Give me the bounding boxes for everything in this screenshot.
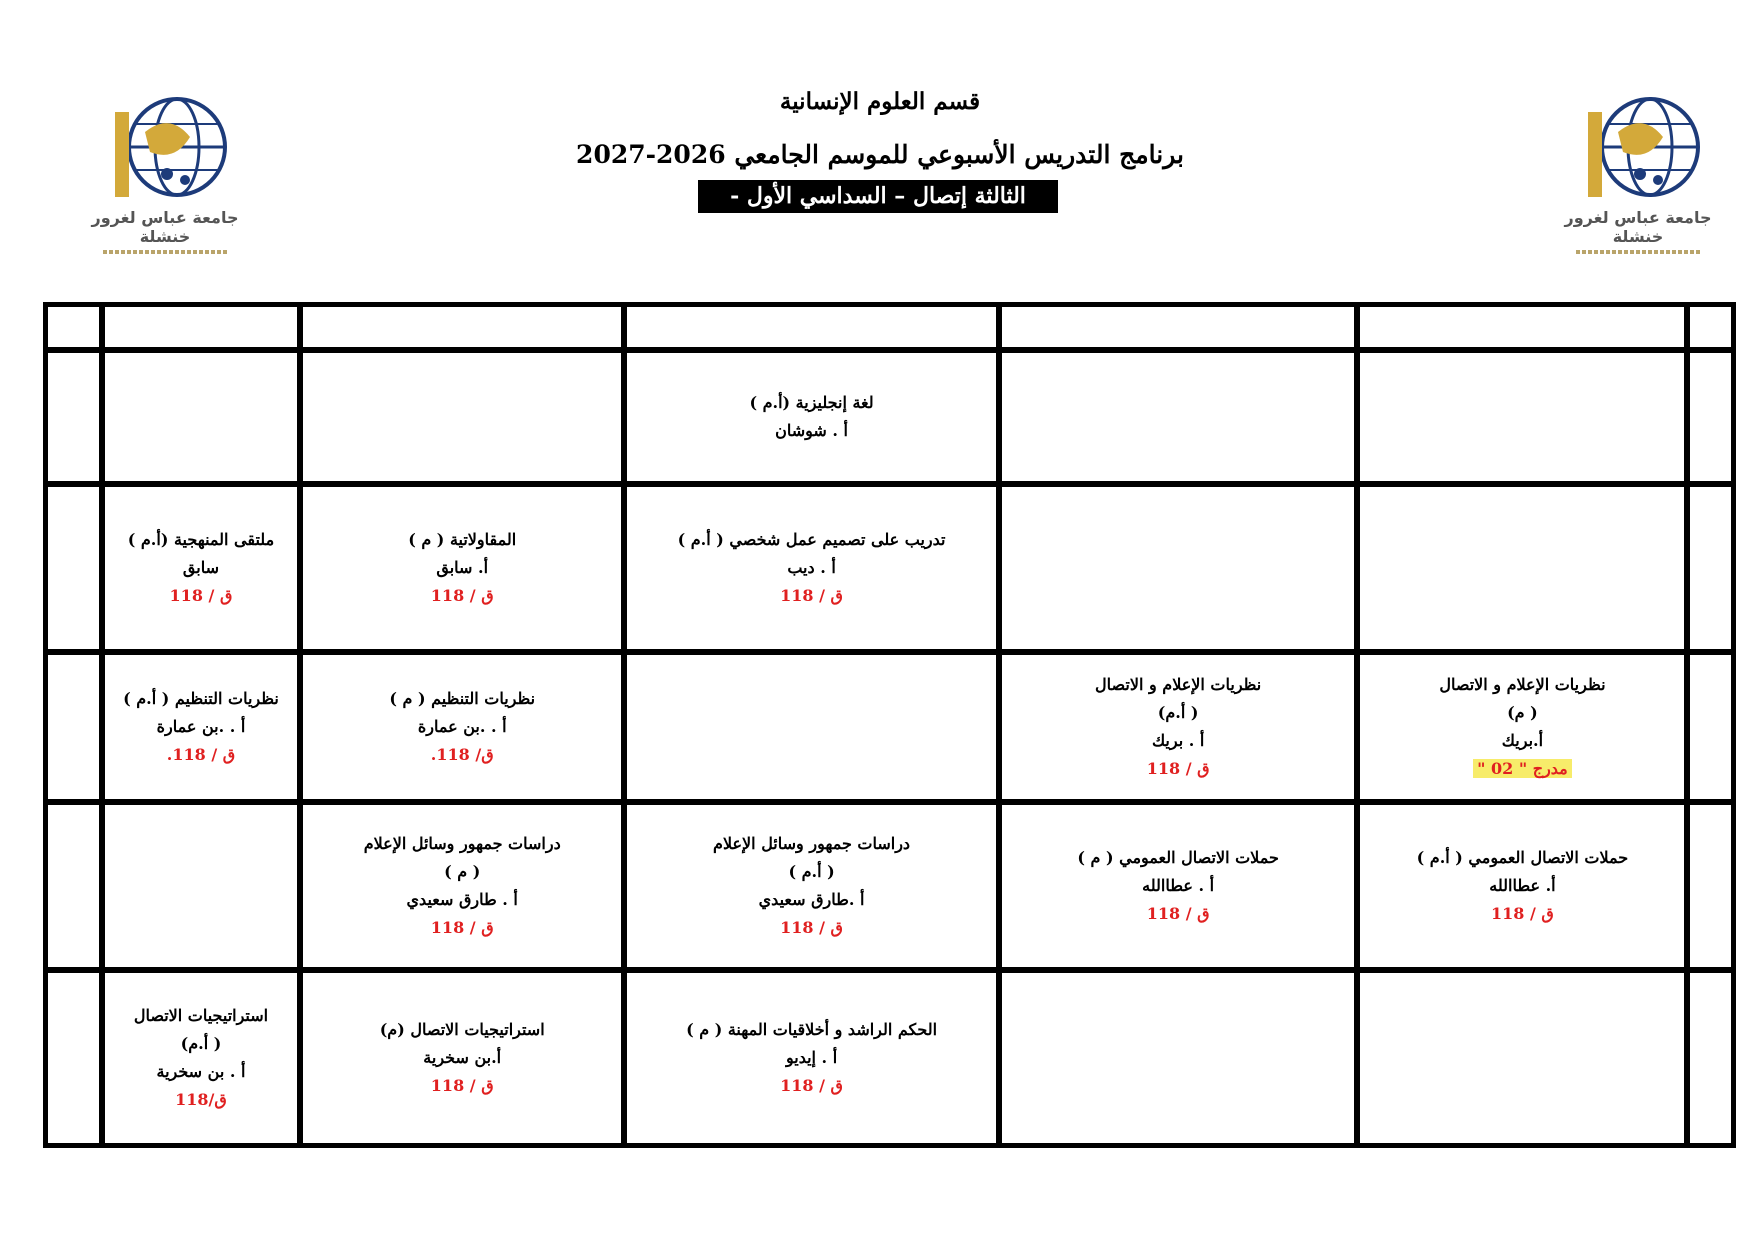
course-name: حملات الاتصال العمومي ( أ.م ) (1416, 848, 1629, 867)
course-detail: سابق (182, 558, 219, 577)
room-label: ق / 118 (430, 586, 494, 605)
schedule-cell (302, 972, 622, 1144)
slot-header-last (47, 306, 100, 348)
course-name: استراتيجيات الاتصال (133, 1006, 269, 1025)
room-label: ق / 118 (1146, 759, 1210, 778)
last-slot-start: 15:30 (51, 310, 96, 326)
course-detail: ( أ.م) (1157, 703, 1199, 722)
course-detail: أ . عطاالله (1142, 876, 1215, 895)
day-name: الثلاثاء (1702, 710, 1719, 747)
logo-caption: جامعة عباس لغرور خنشلة (91, 208, 239, 246)
course-name: نظريات التنظيم ( م ) (389, 689, 536, 708)
schedule-cell (626, 654, 997, 800)
schedule-cell (104, 804, 298, 968)
schedule-cell (1359, 972, 1685, 1144)
university-logo-right (1558, 92, 1718, 262)
room-label: ق / 118. (166, 745, 236, 764)
course-name: نظريات الإعلام و الاتصال (1439, 675, 1606, 694)
schedule-cell (1359, 352, 1685, 482)
room-label: ق / 118 (1491, 904, 1554, 923)
course-entry (627, 528, 996, 608)
department-title: قسم العلوم الإنسانية (779, 88, 981, 115)
schedule-cell (302, 654, 622, 800)
course-name: لغة إنجليزية (أ.م ) (749, 393, 874, 412)
course-detail: أ. سابق (436, 558, 489, 577)
course-entry (627, 391, 996, 443)
day-label (1689, 972, 1732, 1144)
course-entry (303, 528, 621, 608)
amphitheater-badge: مدرج " 02 " (1473, 759, 1572, 778)
course-entry (1360, 846, 1684, 926)
course-detail: ( أ.م ) (788, 862, 835, 881)
course-entry (303, 687, 621, 767)
day-row (47, 804, 1732, 968)
schedule-cell (1001, 972, 1355, 1144)
course-name: الحكم الراشد و أخلاقيات المهنة ( م ) (686, 1020, 938, 1039)
slot-header: 09:30 – 08:00 (1359, 306, 1685, 348)
schedule-cell-last (47, 972, 100, 1144)
program-title: برنامج التدريس الأسبوعي للموسم الجامعي 2026-2027 (576, 140, 1184, 169)
course-entry (105, 528, 297, 608)
schedule-grid (43, 302, 1736, 1146)
schedule-cell-last (47, 654, 100, 800)
course-detail: أ . ديب (787, 558, 836, 577)
course-name: استراتيجيات الاتصال (م) (379, 1020, 545, 1039)
room-label: ق / 118 (430, 1076, 494, 1095)
slot-header: 11:00 – 09:30 (1001, 306, 1355, 348)
schedule-cell (1359, 804, 1685, 968)
course-detail: أ . بريك (1151, 731, 1205, 750)
room-label: ق / 118 (1146, 904, 1210, 923)
course-detail: أ . .بن عمارة (156, 717, 246, 736)
course-name: نظريات الإعلام و الاتصال (1095, 675, 1262, 694)
course-name: تدريب على تصميم عمل شخصي ( أ.م ) (677, 530, 946, 549)
day-name: الخميس (1699, 1035, 1716, 1084)
slot-header: 12:30 – 11:00 (626, 306, 997, 348)
day-label (1689, 352, 1732, 482)
schedule-cell (1001, 486, 1355, 650)
day-name: الأربعاء (1702, 867, 1719, 908)
course-detail: أ .طارق سعيدي (758, 890, 865, 909)
globe-logo-icon (1558, 92, 1718, 202)
room-label: ق/118 (175, 1090, 227, 1109)
day-label (1689, 486, 1732, 650)
day-label (1689, 654, 1732, 800)
course-detail: ( م) (1507, 703, 1538, 722)
slot-header: 15:30 – 14:00 (104, 306, 298, 348)
course-detail: ( أ.م) (180, 1034, 222, 1053)
course-name: المقاولاتية ( م ) (408, 530, 517, 549)
day-row (47, 972, 1732, 1144)
logo-caption: جامعة عباس لغرور خنشلة (1564, 208, 1712, 246)
room-label: ق / 118 (430, 918, 494, 937)
schedule-table (43, 302, 1736, 1148)
schedule-cell (104, 352, 298, 482)
course-entry (303, 832, 621, 940)
logo-subline (1576, 250, 1700, 254)
day-row (47, 486, 1732, 650)
day-name: الأحد (1702, 404, 1719, 433)
course-entry (627, 1018, 996, 1098)
course-name: نظريات التنظيم ( أ.م ) (123, 689, 279, 708)
course-detail: أ . بن سخرية (156, 1062, 246, 1081)
course-entry (303, 1018, 621, 1098)
course-name: دراسات جمهور وسائل الإعلام (363, 834, 561, 853)
schedule-cell (104, 654, 298, 800)
room-label: ق / 118 (780, 586, 843, 605)
day-row (47, 654, 1732, 800)
schedule-cell (626, 804, 997, 968)
course-detail: أ . إيديو (785, 1048, 838, 1067)
course-detail: أ . .بن عمارة (417, 717, 507, 736)
schedule-cell (1001, 804, 1355, 968)
course-entry (1002, 673, 1354, 781)
course-detail: ( م ) (444, 862, 481, 881)
course-detail: أ . طارق سعيدي (406, 890, 518, 909)
course-entry (1002, 846, 1354, 926)
last-slot-end: 17:00 (51, 328, 96, 344)
slot-header: 14:00 – 12:30 (302, 306, 622, 348)
course-entry (627, 832, 996, 940)
schedule-cell (626, 486, 997, 650)
schedule-cell (1359, 486, 1685, 650)
university-logo-left (85, 92, 245, 262)
course-entry (105, 687, 297, 767)
schedule-cell (104, 486, 298, 650)
day-name: الإثنين (1702, 552, 1719, 587)
day-row (47, 352, 1732, 482)
schedule-cell-last (47, 804, 100, 968)
schedule-cell-last (47, 352, 100, 482)
level-banner: الثالثة إتصال – السداسي الأول - (698, 180, 1058, 213)
room-label: ق / 118 (169, 586, 233, 605)
schedule-cell (1001, 654, 1355, 800)
course-name: دراسات جمهور وسائل الإعلام (713, 834, 911, 853)
schedule-cell (1359, 654, 1685, 800)
room-label: ق / 118 (780, 918, 843, 937)
schedule-cell (626, 972, 997, 1144)
schedule-cell (302, 486, 622, 650)
course-entry (1360, 673, 1684, 781)
schedule-cell (1001, 352, 1355, 482)
schedule-cell (626, 352, 997, 482)
room-label: ق / 118 (780, 1076, 843, 1095)
day-label (1689, 804, 1732, 968)
course-name: ملتقى المنهجية (أ.م ) (127, 530, 275, 549)
globe-logo-icon (85, 92, 245, 202)
course-detail: أ.بريك (1501, 731, 1544, 750)
course-entry (105, 1004, 297, 1112)
course-detail: أ. عطاالله (1489, 876, 1556, 895)
course-detail: أ . شوشان (775, 421, 848, 440)
schedule-cell (302, 804, 622, 968)
schedule-cell-last (47, 486, 100, 650)
course-detail: أ.بن سخرية (423, 1048, 502, 1067)
logo-subline (103, 250, 227, 254)
course-name: حملات الاتصال العمومي ( م ) (1077, 848, 1279, 867)
schedule-cell (104, 972, 298, 1144)
corner-cell (1689, 306, 1732, 348)
header-row (47, 306, 1732, 348)
schedule-cell (302, 352, 622, 482)
room-label: ق/ 118. (430, 745, 494, 764)
